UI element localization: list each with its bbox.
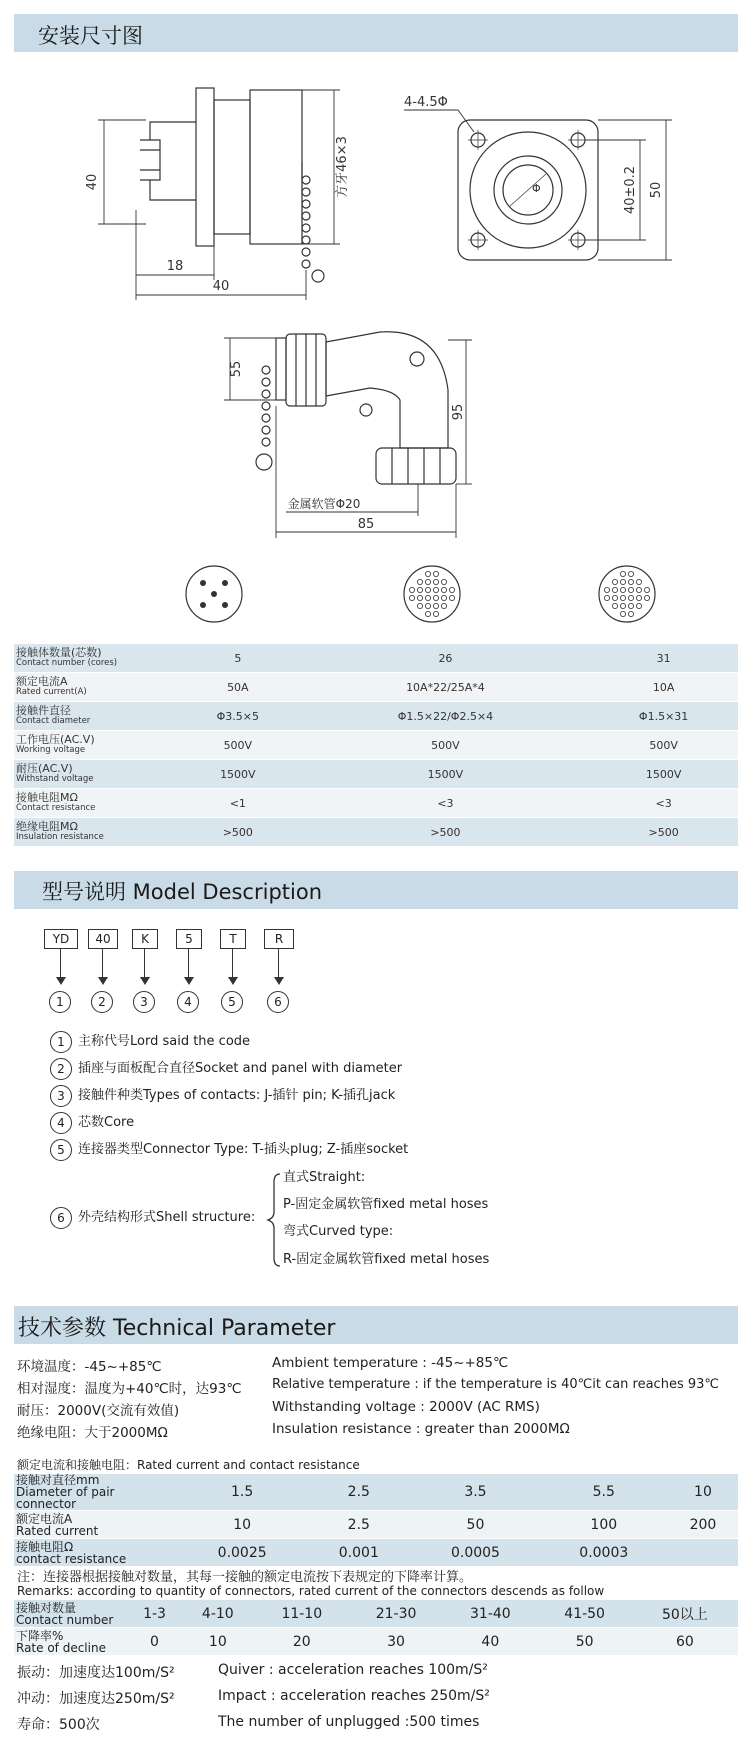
dim-side-height: 40 bbox=[85, 173, 100, 191]
side-body bbox=[214, 100, 250, 234]
spec-label-en: Contact number (cores) bbox=[16, 658, 118, 668]
bottom-right-1: Impact : acceleration reaches 250m/S² bbox=[218, 1688, 490, 1704]
rated-table bbox=[14, 1474, 738, 1567]
pin-hole bbox=[433, 579, 438, 584]
spec-row-label bbox=[14, 702, 174, 731]
pin-hole bbox=[433, 603, 438, 608]
model-title: 型号说明 Model Description bbox=[42, 880, 323, 904]
param-cell: 31-40 bbox=[443, 1600, 537, 1628]
param-cell: 0 bbox=[128, 1628, 181, 1656]
tech-right-1: Relative temperature : if the temperature is 40℃it can reaches 93℃ bbox=[272, 1377, 719, 1392]
param-cell: 60 bbox=[632, 1628, 738, 1656]
param-cell: 10 bbox=[668, 1474, 738, 1511]
spec-cell: 1500V bbox=[302, 760, 590, 789]
param-cell: 2.5 bbox=[306, 1474, 411, 1511]
spec-row bbox=[14, 760, 738, 789]
note-cn: 注：连接器根据接触对数量，其每一接触的额定电流按下表规定的下降率计算。 bbox=[17, 1570, 473, 1585]
param-cell: 20 bbox=[255, 1628, 349, 1656]
model-desc-number: 4 bbox=[50, 1112, 72, 1134]
dim-outer: 50 bbox=[649, 181, 664, 199]
pin-hole bbox=[620, 587, 625, 592]
bottom-right-0: Quiver : acceleration reaches 100m/S² bbox=[218, 1662, 488, 1678]
param-row-label bbox=[14, 1628, 128, 1656]
spec-row bbox=[14, 789, 738, 818]
param-cell: 11-10 bbox=[255, 1600, 349, 1628]
param-label-cn: 额定电流A bbox=[16, 1511, 73, 1526]
pin-hole bbox=[425, 603, 430, 608]
param-cell: 50 bbox=[537, 1628, 631, 1656]
spec-row-label bbox=[14, 644, 174, 673]
shell-item bbox=[50, 1206, 255, 1229]
spec-cell: <3 bbox=[302, 789, 590, 818]
spec-cell: 10A*22/25A*4 bbox=[302, 673, 590, 702]
spec-row bbox=[14, 673, 738, 702]
dim-elbow-h1: 55 bbox=[229, 360, 244, 378]
model-code-number: 1 bbox=[49, 991, 71, 1013]
spec-row-label bbox=[14, 760, 174, 789]
side-pins bbox=[140, 140, 160, 180]
pin-hole bbox=[636, 603, 641, 608]
model-code-box: 5 bbox=[176, 929, 202, 949]
spec-cell: 31 bbox=[589, 644, 738, 673]
model-code-number: 5 bbox=[221, 991, 243, 1013]
tech-right-2: Withstanding voltage : 2000V (AC RMS) bbox=[272, 1399, 540, 1415]
param-row bbox=[14, 1600, 738, 1628]
pin-hole bbox=[425, 571, 430, 576]
param-row-label bbox=[14, 1511, 178, 1539]
spec-label-en: Insulation resistance bbox=[16, 832, 104, 842]
param-row-label bbox=[14, 1474, 178, 1511]
dim-elbow-h2: 95 bbox=[451, 403, 466, 421]
tech-title: 技术参数 Technical Parameter bbox=[18, 1316, 336, 1341]
param-cell: 200 bbox=[668, 1511, 738, 1539]
model-desc-item bbox=[50, 1057, 402, 1080]
param-cell: 50 bbox=[411, 1511, 539, 1539]
pin-hole bbox=[604, 595, 609, 600]
pin-hole bbox=[628, 603, 633, 608]
param-cell: 3.5 bbox=[411, 1474, 539, 1511]
model-code-arrowhead bbox=[184, 977, 194, 985]
model-code-arrowhead bbox=[228, 977, 238, 985]
model-code-number: 6 bbox=[267, 991, 289, 1013]
spec-label-cn: 额定电流A bbox=[16, 675, 68, 688]
model-code-arrow bbox=[144, 949, 145, 979]
shell-option-1: 直式Straight: bbox=[283, 1170, 366, 1185]
pin-hole bbox=[441, 603, 446, 608]
model-code-arrow bbox=[232, 949, 233, 979]
model-code-arrowhead bbox=[98, 977, 108, 985]
pin-hole bbox=[417, 603, 422, 608]
param-label-cn: 接触对直径mm bbox=[16, 1473, 100, 1487]
model-code-arrowhead bbox=[140, 977, 150, 985]
model-code-box: R bbox=[264, 929, 294, 949]
shell-item-label: 外壳结构形式Shell structure: bbox=[78, 1210, 256, 1225]
spec-row-label bbox=[14, 673, 174, 702]
dim-thread: 方牙46×3 bbox=[335, 136, 350, 198]
param-label-en: Contact number bbox=[16, 1612, 114, 1627]
model-code-box: T bbox=[220, 929, 246, 949]
spec-row bbox=[14, 702, 738, 731]
bottom-right-2: The number of unplugged :500 times bbox=[218, 1714, 480, 1730]
param-row bbox=[14, 1628, 738, 1656]
pin-hole bbox=[644, 595, 649, 600]
model-desc-number: 1 bbox=[50, 1031, 72, 1053]
spec-row bbox=[14, 731, 738, 760]
spec-cell: 500V bbox=[174, 731, 302, 760]
dim-phi: Φ bbox=[532, 182, 541, 195]
spec-label-en: Contact resistance bbox=[16, 803, 96, 813]
model-code-number: 3 bbox=[133, 991, 155, 1013]
param-cell: 100 bbox=[540, 1511, 668, 1539]
pin-hole bbox=[425, 611, 430, 616]
decline-table bbox=[14, 1600, 738, 1656]
model-desc-text: 接触件种类Types of contacts: J-插针 pin; K-插孔jack bbox=[78, 1088, 396, 1103]
param-label-en: contact resistance bbox=[16, 1551, 127, 1566]
model-code-arrowhead bbox=[56, 977, 66, 985]
pin-hole bbox=[409, 595, 414, 600]
pin-hole bbox=[628, 587, 633, 592]
param-cell: 1-3 bbox=[128, 1600, 181, 1628]
param-cell: 10 bbox=[181, 1628, 255, 1656]
spec-row bbox=[14, 644, 738, 673]
model-code-box: 40 bbox=[88, 929, 118, 949]
dim-holes: 4-4.5Φ bbox=[404, 95, 448, 110]
pin-hole bbox=[433, 611, 438, 616]
param-cell bbox=[668, 1539, 738, 1567]
spec-row bbox=[14, 818, 738, 847]
pin-hole bbox=[636, 587, 641, 592]
pin-hole bbox=[441, 587, 446, 592]
model-code-box: K bbox=[132, 929, 158, 949]
model-code-number: 4 bbox=[177, 991, 199, 1013]
tech-left-2: 耐压：2000V(交流有效值) bbox=[17, 1403, 180, 1419]
spec-cell: <3 bbox=[589, 789, 738, 818]
install-drawing bbox=[0, 70, 750, 630]
pin-hole bbox=[433, 571, 438, 576]
param-row bbox=[14, 1539, 738, 1567]
pin-hole bbox=[612, 579, 617, 584]
note-en: Remarks: according to quantity of connectors, rated current of the connectors descends as follow bbox=[17, 1584, 605, 1598]
pin-hole bbox=[433, 595, 438, 600]
param-label-en: Rate of decline bbox=[16, 1640, 106, 1655]
elbow-outlet-nut bbox=[376, 448, 456, 484]
face-31-pin bbox=[599, 566, 655, 622]
dim-hose: 金属软管Φ20 bbox=[287, 497, 361, 511]
param-cell: 0.0005 bbox=[411, 1539, 539, 1567]
spec-label-en: Withstand voltage bbox=[16, 774, 94, 784]
param-row bbox=[14, 1511, 738, 1539]
tech-right-3: Insulation resistance : greater than 2000MΩ bbox=[272, 1421, 570, 1437]
param-label-en: Diameter of pair connector bbox=[16, 1485, 115, 1511]
param-cell: 0.001 bbox=[306, 1539, 411, 1567]
dim-elbow-w: 85 bbox=[357, 517, 375, 532]
param-cell: 2.5 bbox=[306, 1511, 411, 1539]
model-code-arrowhead bbox=[274, 977, 284, 985]
shell-option-2: P-固定金属软管fixed metal hoses bbox=[283, 1197, 489, 1212]
param-cell: 10 bbox=[178, 1511, 306, 1539]
pin-hole bbox=[425, 587, 430, 592]
spec-cell: 500V bbox=[589, 731, 738, 760]
model-desc-item bbox=[50, 1030, 250, 1053]
tech-left-0: 环境温度：-45~+85℃ bbox=[17, 1359, 162, 1375]
pin-hole bbox=[620, 571, 625, 576]
spec-cell: Φ1.5×22/Φ2.5×4 bbox=[302, 702, 590, 731]
spec-label-en: Working voltage bbox=[16, 745, 86, 755]
shell-item-number: 6 bbox=[50, 1207, 72, 1229]
param-cell: 50以上 bbox=[632, 1600, 738, 1628]
model-desc-text: 芯数Core bbox=[78, 1115, 135, 1130]
pin-hole bbox=[441, 595, 446, 600]
pin-hole bbox=[612, 595, 617, 600]
model-code-arrow bbox=[278, 949, 279, 979]
model-desc-item bbox=[50, 1084, 395, 1107]
spec-cell: Φ1.5×31 bbox=[589, 702, 738, 731]
model-desc-number: 3 bbox=[50, 1085, 72, 1107]
spec-cell: Φ3.5×5 bbox=[174, 702, 302, 731]
pin-hole bbox=[628, 595, 633, 600]
pin-hole bbox=[409, 587, 414, 592]
model-desc-item bbox=[50, 1138, 408, 1161]
model-code-arrow bbox=[60, 949, 61, 979]
model-code-box: YD bbox=[44, 929, 78, 949]
spec-cell: <1 bbox=[174, 789, 302, 818]
dim-side-d2: 40 bbox=[212, 279, 230, 294]
param-label-cn: 下降率% bbox=[16, 1628, 64, 1643]
pin-hole bbox=[620, 611, 625, 616]
spec-cell: 50A bbox=[174, 673, 302, 702]
pin-hole bbox=[425, 595, 430, 600]
install-title: 安装尺寸图 bbox=[38, 24, 143, 48]
spec-cell: 1500V bbox=[589, 760, 738, 789]
pin-hole bbox=[620, 603, 625, 608]
tech-left-3: 绝缘电阻：大于2000MΩ bbox=[17, 1425, 168, 1441]
model-desc-item bbox=[50, 1111, 134, 1134]
spec-row-label bbox=[14, 731, 174, 760]
param-label-en: Rated current bbox=[16, 1523, 99, 1538]
spec-cell: 1500V bbox=[174, 760, 302, 789]
model-code-number: 2 bbox=[91, 991, 113, 1013]
bottom-left-2: 寿命：500次 bbox=[17, 1717, 100, 1733]
pin-hole bbox=[433, 587, 438, 592]
pin-hole bbox=[425, 579, 430, 584]
pin-hole bbox=[628, 579, 633, 584]
pin-hole bbox=[612, 587, 617, 592]
model-desc-text: 插座与面板配合直径Socket and panel with diameter bbox=[78, 1061, 403, 1076]
param-row bbox=[14, 1474, 738, 1511]
spec-label-en: Rated current(A) bbox=[16, 687, 87, 697]
spec-label-cn: 绝缘电阻MΩ bbox=[16, 820, 78, 833]
param-label-cn: 接触对数量 bbox=[16, 1600, 77, 1615]
elbow-chain bbox=[256, 366, 272, 470]
pin-hole bbox=[441, 579, 446, 584]
model-desc-number: 2 bbox=[50, 1058, 72, 1080]
spec-label-cn: 工作电压(AC.V) bbox=[16, 733, 95, 746]
side-flange bbox=[196, 88, 214, 246]
shell-option-4: R-固定金属软管fixed metal hoses bbox=[283, 1252, 490, 1267]
side-chain bbox=[302, 176, 324, 282]
face-26-pin bbox=[404, 566, 460, 622]
pin-hole bbox=[628, 611, 633, 616]
model-desc-number: 5 bbox=[50, 1139, 72, 1161]
tech-right-0: Ambient temperature : -45~+85℃ bbox=[272, 1355, 509, 1371]
bottom-left-0: 振动：加速度达100m/S² bbox=[17, 1665, 175, 1681]
model-code-arrow bbox=[102, 949, 103, 979]
bottom-left-1: 冲动：加速度达250m/S² bbox=[17, 1691, 175, 1707]
rated-title: 额定电流和接触电阻：Rated current and contact resistance bbox=[17, 1458, 360, 1472]
dim-inner: 40±0.2 bbox=[623, 165, 638, 215]
pin-hole bbox=[620, 579, 625, 584]
spec-cell: >500 bbox=[302, 818, 590, 847]
spec-cell: 26 bbox=[302, 644, 590, 673]
spec-label-cn: 接触体数量(芯数) bbox=[16, 646, 102, 659]
pin-hole bbox=[636, 579, 641, 584]
pin-hole bbox=[644, 587, 649, 592]
spec-cell: 10A bbox=[589, 673, 738, 702]
elbow-body bbox=[326, 332, 448, 448]
param-label-cn: 接触电阻Ω bbox=[16, 1539, 74, 1554]
dim-side-d1: 18 bbox=[166, 259, 184, 274]
spec-label-cn: 接触电阻MΩ bbox=[16, 791, 78, 804]
spec-label-cn: 接触件直径 bbox=[16, 704, 71, 717]
spec-row-label bbox=[14, 818, 174, 847]
param-row-label bbox=[14, 1539, 178, 1567]
param-cell: 4-10 bbox=[181, 1600, 255, 1628]
pin-hole bbox=[604, 587, 609, 592]
tech-left-1: 相对湿度：温度为+40℃时，达93℃ bbox=[17, 1381, 242, 1397]
param-cell: 40 bbox=[443, 1628, 537, 1656]
param-cell: 30 bbox=[349, 1628, 443, 1656]
param-row-label bbox=[14, 1600, 128, 1628]
model-code-arrow bbox=[188, 949, 189, 979]
pin-hole bbox=[417, 579, 422, 584]
spec-cell: >500 bbox=[589, 818, 738, 847]
spec-row-label bbox=[14, 789, 174, 818]
elbow-flange bbox=[276, 338, 286, 400]
model-desc-text: 连接器类型Connector Type: T-插头plug; Z-插座socket bbox=[78, 1142, 409, 1157]
param-cell: 21-30 bbox=[349, 1600, 443, 1628]
side-housing bbox=[250, 90, 302, 244]
pin-hole bbox=[636, 595, 641, 600]
spec-table bbox=[14, 644, 738, 847]
spec-cell: 5 bbox=[174, 644, 302, 673]
param-cell: 41-50 bbox=[537, 1600, 631, 1628]
param-cell: 0.0025 bbox=[178, 1539, 306, 1567]
spec-cell: 500V bbox=[302, 731, 590, 760]
spec-label-en: Contact diameter bbox=[16, 716, 91, 726]
param-cell: 0.0003 bbox=[540, 1539, 668, 1567]
spec-label-cn: 耐压(AC.V) bbox=[16, 762, 73, 775]
pin-hole bbox=[620, 595, 625, 600]
spec-cell: >500 bbox=[174, 818, 302, 847]
shell-option-3: 弯式Curved type: bbox=[283, 1224, 394, 1239]
pin-hole bbox=[612, 603, 617, 608]
pin-hole bbox=[417, 595, 422, 600]
model-desc-text: 主称代号Lord said the code bbox=[78, 1034, 251, 1049]
pin-hole bbox=[417, 587, 422, 592]
param-cell: 1.5 bbox=[178, 1474, 306, 1511]
param-cell: 5.5 bbox=[540, 1474, 668, 1511]
pin-hole bbox=[628, 571, 633, 576]
pin-hole bbox=[449, 595, 454, 600]
pin-hole bbox=[449, 587, 454, 592]
